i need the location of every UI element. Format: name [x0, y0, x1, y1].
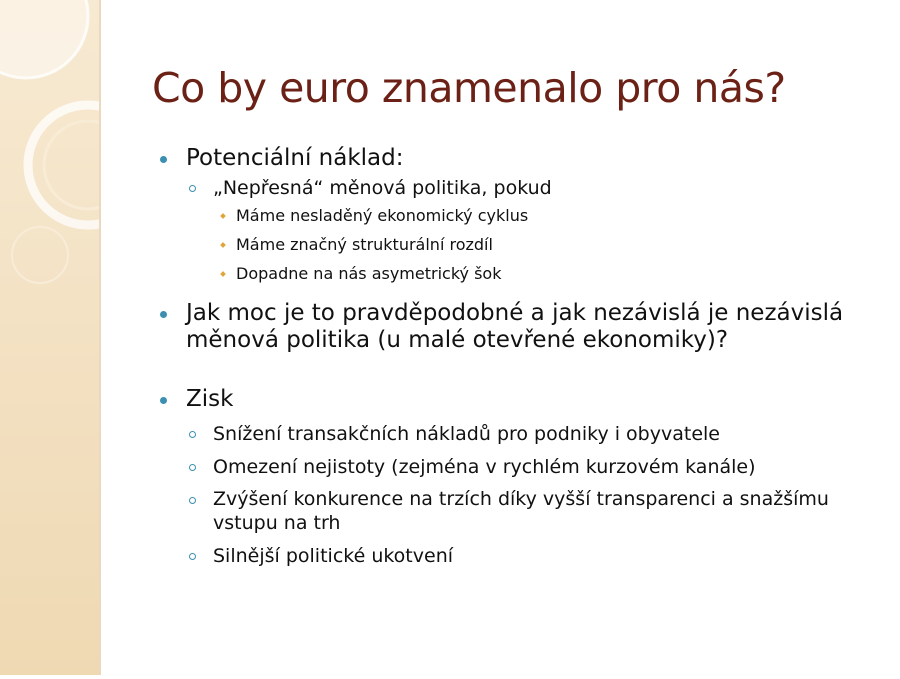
slide-content — [160, 145, 880, 569]
sub-bullet-item — [160, 454, 880, 480]
sub-bullet-text: „Nepřesná“ měnová politika, pokud — [213, 177, 552, 199]
bullet-circle-icon — [189, 185, 196, 192]
sub-sub-bullet-text: Máme nesladěný ekonomický cyklus — [236, 206, 529, 225]
bullet-circle-icon — [189, 431, 196, 438]
bullet-circle-icon — [189, 464, 196, 471]
sub-bullet-text: Zvýšení konkurence na trzích díky vyšší transparenci a snažšímu vstupu na trh — [213, 488, 829, 534]
bullet-circle-icon — [189, 497, 196, 504]
sub-bullet-item — [160, 421, 880, 447]
bullet-dot-icon — [160, 156, 167, 163]
sub-bullet-item — [160, 487, 880, 535]
sub-sub-bullet-text: Máme značný strukturální rozdíl — [236, 235, 493, 254]
slide-title: Co by euro znamenalo pro nás? — [152, 64, 786, 112]
bullet-diamond-icon — [220, 213, 226, 219]
sub-bullet-item — [160, 543, 880, 569]
side-panel-border — [99, 0, 101, 675]
sub-sub-bullet-text: Dopadne na nás asymetrický šok — [236, 264, 502, 283]
sub-bullet-item — [160, 175, 880, 201]
bullet-diamond-icon — [220, 242, 226, 248]
sub-bullet-text: Snížení transakčních nákladů pro podniky i obyvatele — [213, 423, 720, 445]
sub-sub-bullet-item — [160, 259, 880, 288]
bullet-dot-icon — [160, 311, 167, 318]
bullet-item — [160, 300, 880, 354]
sub-sub-bullet-item — [160, 201, 880, 230]
bullet-diamond-icon — [220, 271, 226, 277]
bullet-text: Potenciální náklad: — [186, 145, 404, 171]
bullet-item — [160, 386, 880, 413]
sub-bullet-text: Omezení nejistoty (zejména v rychlém kurzovém kanále) — [213, 456, 756, 478]
sub-sub-bullet-item — [160, 230, 880, 259]
bullet-text: Jak moc je to pravděpodobné a jak nezávislá je nezávislá měnová politika (u malé otevřené ekonomiky)? — [186, 300, 844, 353]
sub-bullet-text: Silnější politické ukotvení — [213, 545, 454, 567]
decorative-circles-graphic — [0, 0, 99, 675]
decorative-side-panel — [0, 0, 99, 675]
bullet-text: Zisk — [186, 386, 234, 412]
bullet-dot-icon — [160, 397, 167, 404]
bullet-circle-icon — [189, 553, 196, 560]
bullet-item — [160, 145, 880, 172]
